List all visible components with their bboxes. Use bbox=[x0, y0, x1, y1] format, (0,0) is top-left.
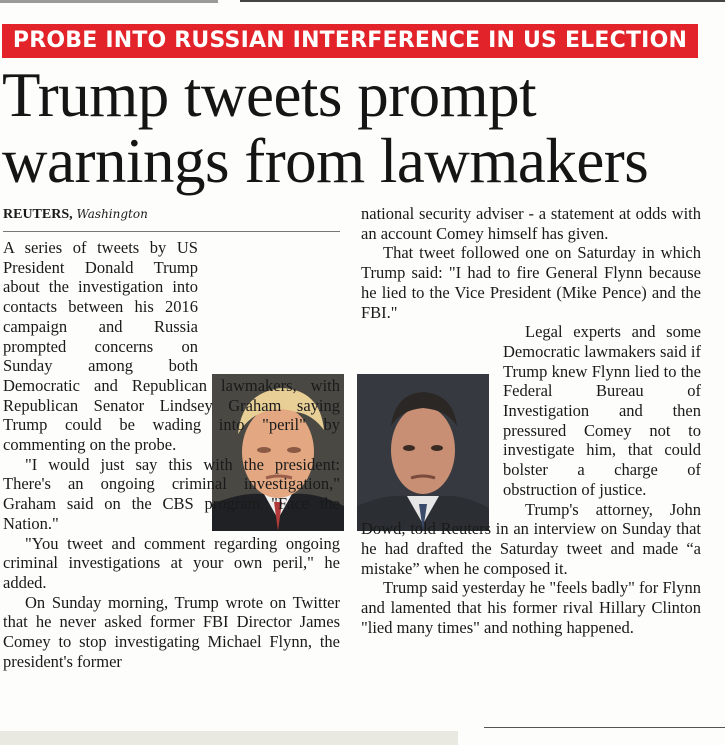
paragraph: Trump's attorney, John Dowd, told Reuters in an interview on Sunday that he had drafted the Saturday tweet and made “a mistake” when he composed it. bbox=[361, 499, 701, 578]
byline-agency: REUTERS, bbox=[3, 207, 73, 222]
paragraph: That tweet followed one on Saturday in which Trump said: "I had to fire General Flynn because he lied to the Vice President (Mike Pence) and the FBI." bbox=[361, 243, 701, 322]
byline-rule bbox=[3, 231, 340, 232]
paragraph: "I would just say this with the president: There's an ongoing criminal investigation," Graham said on the CBS program "Face the Nation." bbox=[3, 454, 340, 533]
paragraph: national security adviser - a statement at odds with an account Comey himself has given. bbox=[361, 204, 701, 243]
byline-place: Washington bbox=[76, 207, 148, 221]
top-rule-right bbox=[240, 0, 725, 2]
paragraph: On Sunday morning, Trump wrote on Twitter that he never asked former FBI Director James Comey to stop investigating Michael Flynn, the president's former bbox=[3, 592, 340, 671]
photo-wrap-spacer bbox=[361, 322, 497, 506]
headline: Trump tweets prompt warnings from lawmakers bbox=[2, 60, 649, 196]
right-column bbox=[361, 204, 701, 637]
paragraph: Trump said yesterday he "feels badly" for Flynn and lamented that his former rival Hillary Clinton "lied many times" and nothing happened. bbox=[361, 578, 701, 637]
byline bbox=[3, 207, 148, 223]
section-kicker: PROBE INTO RUSSIAN INTERFERENCE IN US ELECTION bbox=[2, 24, 698, 58]
photo-wrap-spacer bbox=[204, 238, 340, 374]
bottom-strip bbox=[0, 731, 458, 745]
paragraph: Legal experts and some Democratic lawmakers said if Trump knew Flynn lied to the Federal Bureau of Investigation and then pressured Comey not to investigate him, that could bolster a charge of obstruction of justice. bbox=[503, 322, 701, 499]
left-column bbox=[3, 238, 340, 671]
top-rule-left bbox=[0, 0, 218, 3]
paragraph: A series of tweets by US President Donald Trump about the investigation into contacts between his 2016 campaign and Russia prompted concerns on Sunday among both Democratic and Republican lawmakers, with Republican Senator Lindsey Graham saying Trump could be wading into "peril" by commenting on the probe. bbox=[3, 238, 340, 455]
paragraph: "You tweet and comment regarding ongoing criminal investigations at your own peril," he added. bbox=[3, 533, 340, 592]
bottom-rule bbox=[484, 727, 725, 728]
